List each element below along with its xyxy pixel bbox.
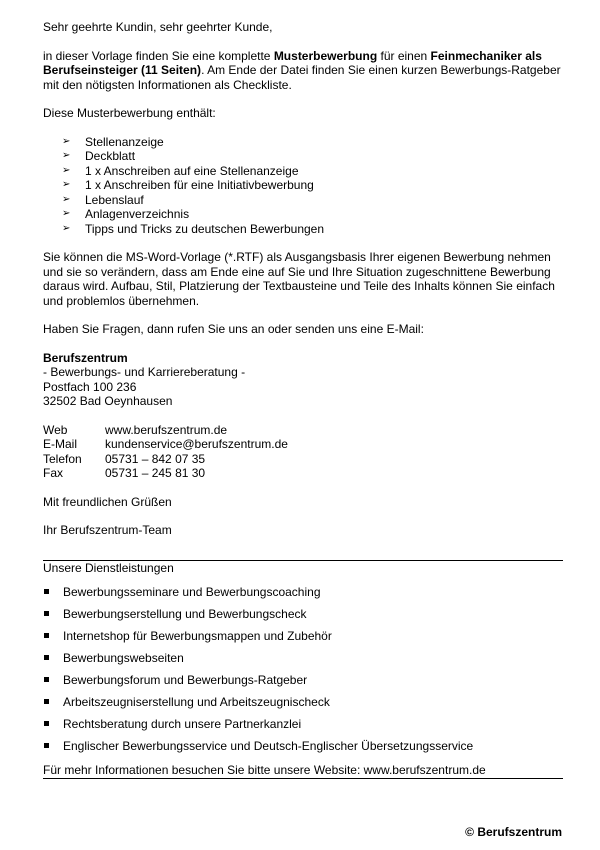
address-subtitle: - Bewerbungs- und Karriereberatung - <box>43 365 246 379</box>
arrow-bullet-icon: ➢ <box>62 193 71 205</box>
address-company: Berufszentrum <box>43 350 128 365</box>
closing: Mit freundlichen Grüßen <box>43 494 172 509</box>
contact-label: Fax <box>43 466 64 480</box>
service-item <box>43 651 563 666</box>
more-info: Für mehr Informationen besuchen Sie bitte unsere Website: www.berufszentrum.de <box>43 763 486 777</box>
usage-paragraph: Sie können die MS-Word-Vorlage (*.RTF) als Ausgangsbasis Ihrer eigenen Bewerbung nehmen und sie so verändern, dass am Ende eine auf Sie und Ihre Situation zugeschnittene Bewerbung daraus wird. Aufbau, Stil, Platzierung der Textbausteine und Teile des Inhalts können Sie einfach und problemlos übernehmen. <box>43 250 555 308</box>
document-page <box>43 20 563 779</box>
contact-table <box>43 423 563 481</box>
service-item-label: Bewerbungserstellung und Bewerbungscheck <box>63 607 307 621</box>
service-item <box>43 695 563 710</box>
contact-value: www.berufszentrum.de <box>105 422 228 437</box>
square-bullet-icon <box>44 589 49 594</box>
square-bullet-icon <box>44 655 49 660</box>
contact-row <box>43 452 563 467</box>
arrow-bullet-icon: ➢ <box>62 222 71 234</box>
address-po-box: Postfach 100 236 <box>43 379 137 394</box>
contents-item <box>62 164 563 179</box>
service-item-label: Bewerbungsseminare und Bewerbungscoaching <box>63 585 321 599</box>
contents-heading: Diese Musterbewerbung enthält: <box>43 106 216 120</box>
greeting: Sehr geehrte Kundin, sehr geehrter Kunde, <box>43 20 273 34</box>
intro-text-2: für einen <box>377 48 431 63</box>
arrow-bullet-icon: ➢ <box>62 135 71 147</box>
contents-item-label: Stellenanzeige <box>85 134 164 149</box>
contact-value: kundenservice@berufszentrum.de <box>105 437 288 451</box>
service-item <box>43 607 563 622</box>
service-item <box>43 585 563 600</box>
service-item <box>43 673 563 688</box>
square-bullet-icon <box>44 677 49 682</box>
service-item-label: Englischer Bewerbungsservice und Deutsch-Englischer Übersetzungsservice <box>63 739 474 753</box>
service-item <box>43 717 563 732</box>
square-bullet-icon <box>44 633 49 638</box>
contact-label: Web <box>43 422 68 437</box>
intro-text-3: . Am Ende der Datei finden Sie einen kurzen Bewerbungs-Ratgeber mit den nötigsten Informationen als Checkliste. <box>43 63 561 92</box>
contents-item <box>62 193 563 208</box>
contents-item <box>62 178 563 193</box>
contact-label: Telefon <box>43 451 82 466</box>
arrow-bullet-icon: ➢ <box>62 164 71 176</box>
service-item <box>43 739 563 754</box>
contact-value: 05731 – 245 81 30 <box>105 466 206 480</box>
service-item-label: Arbeitszeugniserstellung und Arbeitszeugnischeck <box>63 695 330 709</box>
square-bullet-icon <box>44 721 49 726</box>
intro-bold-1: Musterbewerbung <box>273 48 378 63</box>
service-item-label: Internetshop für Bewerbungsmappen und Zubehör <box>63 629 332 643</box>
square-bullet-icon <box>44 699 49 704</box>
services-heading: Unsere Dienstleistungen <box>43 560 174 575</box>
service-item <box>43 629 563 644</box>
signature: Ihr Berufszentrum-Team <box>43 523 172 537</box>
contact-row <box>43 423 563 438</box>
copyright: © Berufszentrum <box>465 825 562 839</box>
service-item-label: Rechtsberatung durch unsere Partnerkanzlei <box>63 717 302 731</box>
intro-text-1: in dieser Vorlage finden Sie eine komplette <box>43 48 274 63</box>
square-bullet-icon <box>44 743 49 748</box>
contents-item-label: Anlagenverzeichnis <box>85 207 190 221</box>
questions-text: Haben Sie Fragen, dann rufen Sie uns an oder senden uns eine E-Mail: <box>43 322 424 336</box>
contact-row <box>43 466 563 481</box>
service-item-label: Bewerbungswebseiten <box>63 651 184 665</box>
contents-item <box>62 207 563 222</box>
contents-item-label: 1 x Anschreiben für eine Initiativbewerbung <box>85 178 314 192</box>
intro-paragraph <box>43 49 563 93</box>
contents-item <box>62 222 563 237</box>
contact-value: 05731 – 842 07 35 <box>105 451 206 466</box>
arrow-bullet-icon: ➢ <box>62 150 71 161</box>
arrow-bullet-icon: ➢ <box>62 208 71 219</box>
intro-bold-2: Feinmechaniker als Berufseinsteiger (11 Seiten) <box>43 48 542 77</box>
arrow-bullet-icon: ➢ <box>62 179 71 190</box>
contact-row <box>43 437 563 452</box>
square-bullet-icon <box>44 611 49 616</box>
service-item-label: Bewerbungsforum und Bewerbungs-Ratgeber <box>63 673 308 687</box>
contents-item <box>62 149 563 164</box>
contact-label: E-Mail <box>43 437 78 451</box>
divider-bottom <box>43 778 563 779</box>
contents-list <box>43 135 563 237</box>
contents-item-label: Lebenslauf <box>85 192 144 207</box>
address-city: 32502 Bad Oeynhausen <box>43 394 173 408</box>
contents-item-label: Deckblatt <box>85 149 136 163</box>
contents-item-label: 1 x Anschreiben auf eine Stellenanzeige <box>85 163 299 178</box>
contents-item <box>62 135 563 150</box>
services-list <box>43 585 563 754</box>
contents-item-label: Tipps und Tricks zu deutschen Bewerbungen <box>85 221 325 236</box>
